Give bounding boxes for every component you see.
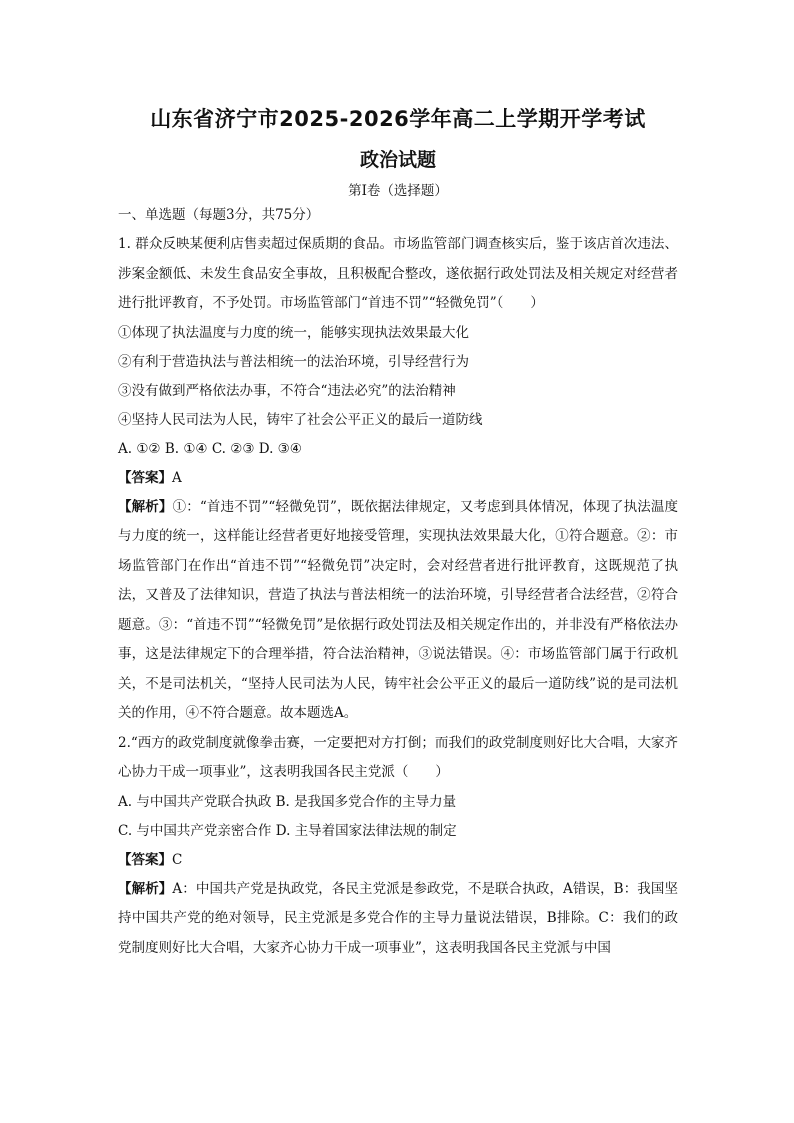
question-1-option-4: ④坚持人民司法为人民，铸牢了社会公平正义的最后一道防线	[118, 411, 483, 428]
document-title: 山东省济宁市2025-2026学年高二上学期开学考试	[150, 107, 646, 131]
question-2-analysis	[118, 875, 678, 964]
answer-value: A	[172, 469, 182, 486]
analysis-text: ①：“首违不罚”“轻微免罚”，既依据法律规定，又考虑到具体情况，体现了执法温度与力度的统一，这样能让经营者更好地接受管理，实现执法效果最大化，①符合题意。②：市场监管部门在作出“首违不罚”“轻微免罚”决定时，会对经营者进行批评教育，这既规范了执法，又普及了法律知识，营造了执法与普法相统一的法治环境，引导经营者合法经营，②符合题意。③：“首违不罚”“轻微免罚”是依据行政处罚法及相关规定作出的，并非没有严格依法办事，这是法律规定下的合理举措，符合法治精神，③说法错误。④：市场监管部门属于行政机关，不是司法机关，“坚持人民司法为人民，铸牢社会公平正义的最后一道防线”说的是司法机关的作用，④不符合题意。故本题选A。	[118, 498, 678, 721]
question-1-answer	[118, 464, 678, 493]
answer-label: 【答案】	[118, 469, 172, 486]
page-content	[118, 105, 678, 963]
question-1-option-2: ②有利于营造执法与普法相统一的法治环境，引导经营行为	[118, 353, 469, 370]
section-heading: 一、单选题（每题3分，共75分）	[118, 207, 320, 223]
analysis-text: A：中国共产党是执政党，各民主党派是参政党，不是联合执政，A错误，B：我国坚持中国共产党的绝对领导，民主党派是多党合作的主导力量说法错误，B排除。C：我们的政党制度则好比大合唱，大家齐心协力干成一项事业”，这表明我国各民主党派与中国	[118, 880, 679, 956]
question-2-stem: 2.“西方的政党制度就像拳击赛，一定要把对方打倒；而我们的政党制度则好比大合唱，大家齐心协力干成一项事业”，这表明我国各民主党派（ ）	[118, 734, 678, 780]
document-subtitle: 政治试题	[359, 149, 436, 171]
question-2-answer	[118, 846, 678, 875]
volume-label: 第I卷（选择题）	[348, 183, 448, 199]
question-1-choices: A. ①② B. ①④ C. ②③ D. ③④	[118, 440, 302, 457]
question-2-choices-line-2: C. 与中国共产党亲密合作 D. 主导着国家法律法规的制定	[118, 822, 457, 839]
analysis-label: 【解析】	[118, 498, 173, 515]
answer-label: 【答案】	[118, 851, 172, 868]
question-1-option-1: ①体现了执法温度与力度的统一，能够实现执法效果最大化	[118, 324, 469, 341]
question-2-choices-line-1: A. 与中国共产党联合执政 B. 是我国多党合作的主导力量	[118, 793, 457, 810]
question-1-option-3: ③没有做到严格依法办事，不符合“违法必究”的法治精神	[118, 382, 456, 399]
question-1-analysis	[118, 493, 678, 729]
analysis-label: 【解析】	[118, 880, 173, 897]
question-1-stem: 1. 群众反映某便利店售卖超过保质期的食品。市场监管部门调查核实后，鉴于该店首次违法、涉案金额低、未发生食品安全事故，且积极配合整改，遂依据行政处罚法及相关规定对经营者进行批评教育，不予处罚。市场监管部门“首违不罚”“轻微免罚”（ ）	[118, 236, 678, 311]
answer-value: C	[172, 851, 183, 868]
